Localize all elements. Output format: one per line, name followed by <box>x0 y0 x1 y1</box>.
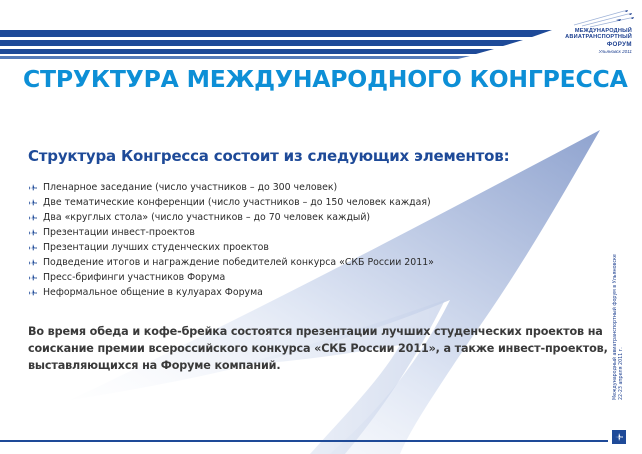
side-caption-line2: 22-23 апреля 2011 г. <box>619 347 624 400</box>
list-item <box>28 270 434 285</box>
airplane-icon <box>28 213 38 222</box>
side-caption <box>613 220 625 400</box>
logo-text-line3: ФОРУМ <box>606 41 632 48</box>
side-caption-line1: Международный авиатранспортный форум в Ульяновске <box>613 254 618 400</box>
list-item-text: Презентации инвест-проектов <box>43 227 195 238</box>
page-title: СТРУКТУРА МЕЖДУНАРОДНОГО КОНГРЕССА <box>23 65 628 93</box>
airplane-icon <box>28 183 38 192</box>
airplane-icon <box>28 243 38 252</box>
list-item-text: Две тематические конференции (число участников – до 150 человек каждая) <box>43 197 431 208</box>
section-subtitle: Структура Конгресса состоит из следующих элементов: <box>28 147 510 165</box>
footer-divider <box>0 440 608 442</box>
list-item-text: Неформальное общение в кулуарах Форума <box>43 287 263 298</box>
list-item <box>28 240 434 255</box>
presentation-note: Во время обеда и кофе-брейка состоятся презентации лучших студенческих проектов на соискание премии всероссийского конкурса «СКБ России 2011», а также инвест-проектов, выставляющихся на Форуме компаний. <box>28 325 608 372</box>
airplane-icon <box>612 430 626 444</box>
list-item-text: Подведение итогов и награждение победителей конкурса «СКБ России 2011» <box>43 257 434 268</box>
airplane-icon <box>28 288 38 297</box>
list-item <box>28 180 434 195</box>
list-item <box>28 285 434 300</box>
logo-text-line4: Ульяновск 2011 <box>598 49 632 54</box>
list-item <box>28 255 434 270</box>
forum-logo <box>546 8 638 60</box>
congress-elements-list <box>28 180 434 300</box>
list-item <box>28 210 434 225</box>
list-item-text: Два «круглых стола» (число участников – до 70 человек каждый) <box>43 212 371 223</box>
airplane-icon <box>28 228 38 237</box>
list-item <box>28 195 434 210</box>
logo-planes-icon <box>564 8 634 28</box>
list-item-text: Пленарное заседание (число участников – до 300 человек) <box>43 182 338 193</box>
airplane-icon <box>28 198 38 207</box>
airplane-icon <box>28 258 38 267</box>
logo-text-line2: АВИАТРАНСПОРТНЫЙ <box>565 34 632 40</box>
airplane-icon <box>28 273 38 282</box>
list-item-text: Пресс-брифинги участников Форума <box>43 272 226 283</box>
list-item <box>28 225 434 240</box>
logo-text-line1: МЕЖДУНАРОДНЫЙ <box>574 28 632 34</box>
list-item-text: Презентации лучших студенческих проектов <box>43 242 269 253</box>
